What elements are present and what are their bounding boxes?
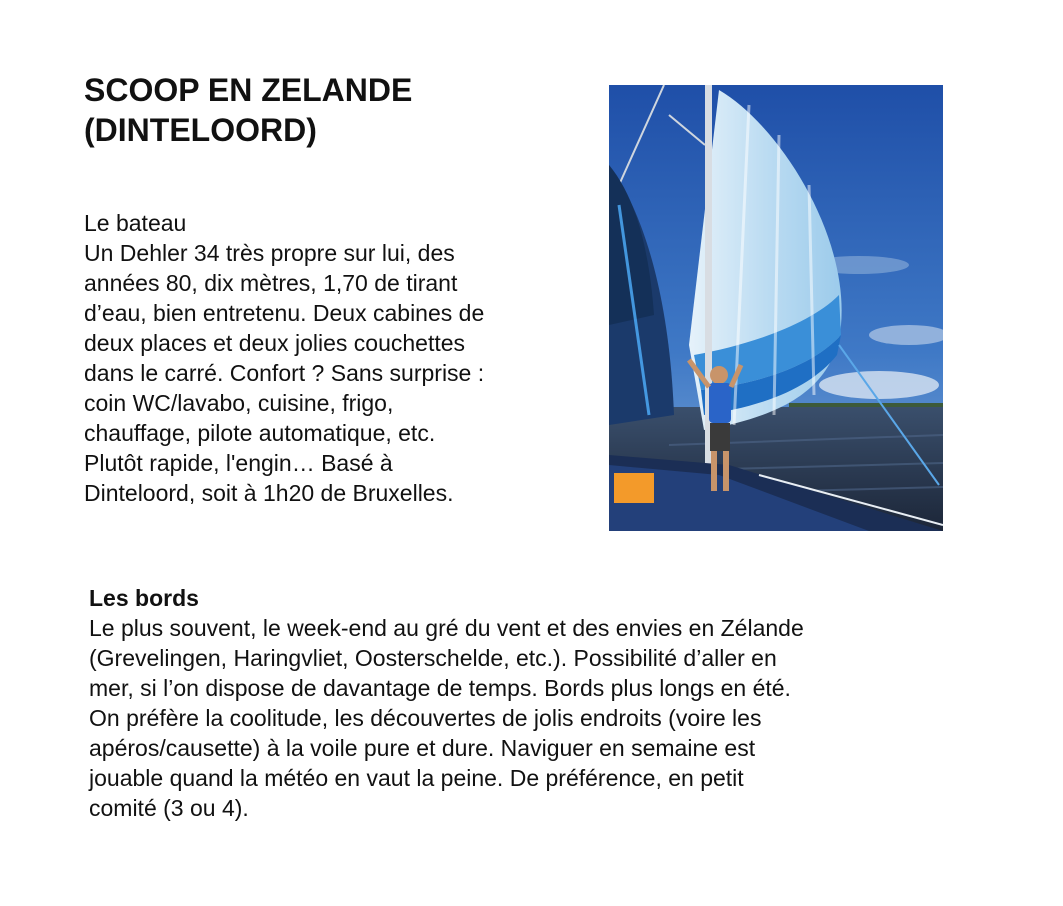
title-line-1: SCOOP EN ZELANDE — [84, 72, 413, 108]
boat-line: deux places et deux jolies couchettes — [84, 330, 466, 356]
boat-line: coin WC/lavabo, cuisine, frigo, — [84, 390, 394, 416]
bords-line: jouable quand la météo en vaut la peine. De préférence, en petit — [89, 765, 744, 791]
title-line-2: (DINTELOORD) — [84, 112, 317, 148]
boat-line: dans le carré. Confort ? Sans surprise : — [84, 360, 485, 386]
bords-heading: Les bords — [89, 585, 199, 611]
boat-section — [84, 208, 574, 508]
boat-line: d’eau, bien entretenu. Deux cabines de — [84, 300, 485, 326]
sailboat-photo — [609, 85, 943, 531]
boat-line: chauffage, pilote automatique, etc. — [84, 420, 436, 446]
bords-line: mer, si l’on dispose de davantage de temps. Bords plus longs en été. — [89, 675, 791, 701]
bords-line: apéros/causette) à la voile pure et dure. Naviguer en semaine est — [89, 735, 756, 761]
bords-line: (Grevelingen, Haringvliet, Oosterschelde, etc.). Possibilité d’aller en — [89, 645, 777, 671]
boat-line: Un Dehler 34 très propre sur lui, des — [84, 240, 455, 266]
page-title — [84, 70, 564, 150]
bords-line: On préfère la coolitude, les découvertes de jolis endroits (voire les — [89, 705, 762, 731]
boat-line: Plutôt rapide, l'engin… Basé à — [84, 450, 393, 476]
bords-section — [89, 583, 989, 823]
bords-line: comité (3 ou 4). — [89, 795, 249, 821]
bords-line: Le plus souvent, le week-end au gré du vent et des envies en Zélande — [89, 615, 804, 641]
boat-line: années 80, dix mètres, 1,70 de tirant — [84, 270, 458, 296]
boat-heading: Le bateau — [84, 210, 187, 236]
boat-line: Dinteloord, soit à 1h20 de Bruxelles. — [84, 480, 454, 506]
